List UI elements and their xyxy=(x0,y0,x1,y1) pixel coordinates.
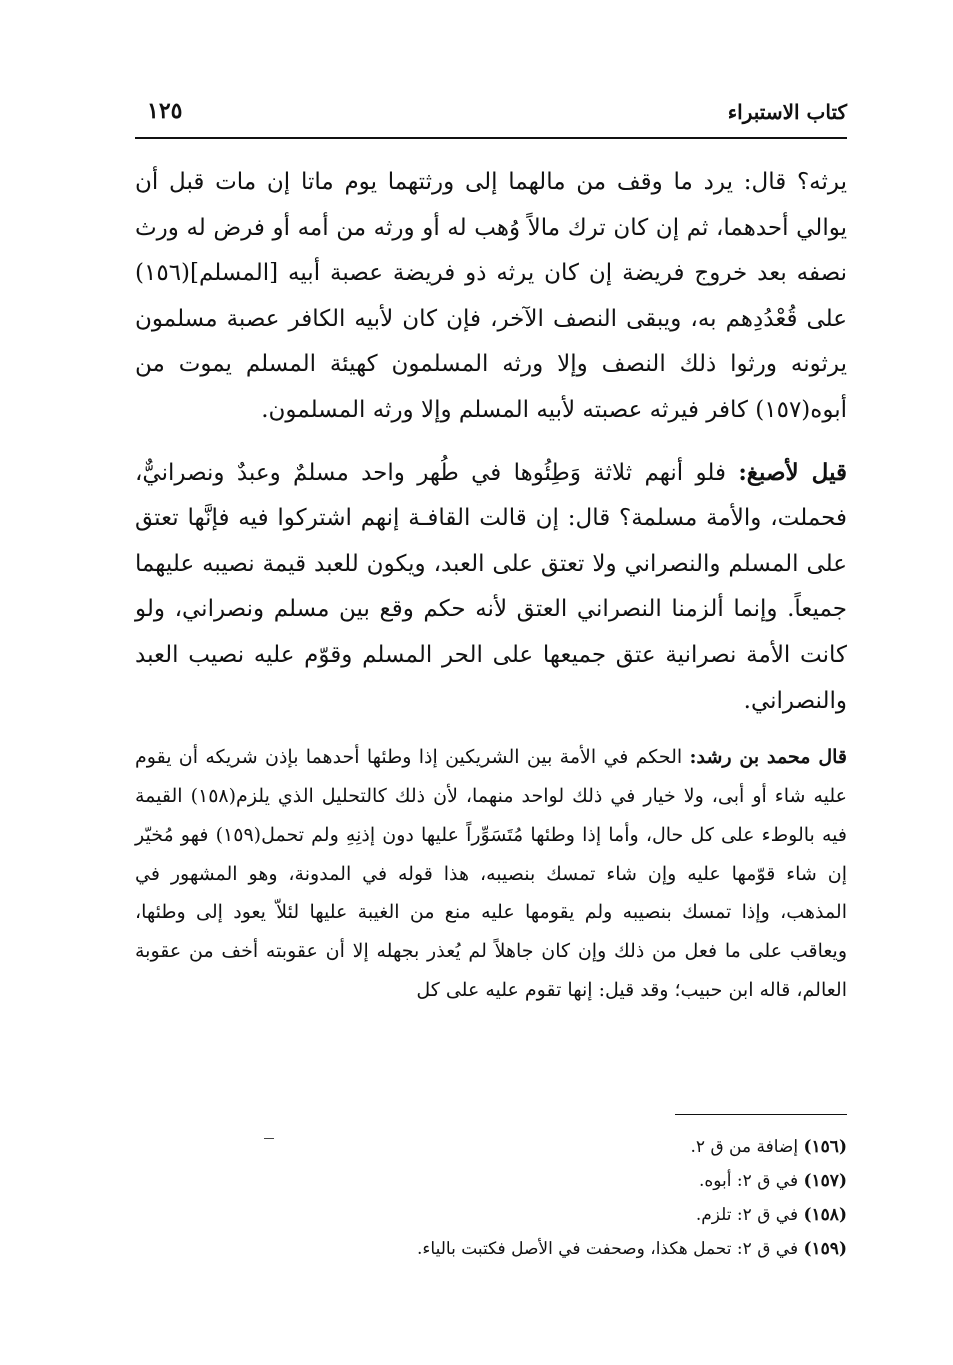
paragraph-3-text: الحكم في الأمة بين الشريكين إذا وطئها أحدهما بإذن شريكه أن يقوم عليه شاء أو أبى، ولا خيار في ذلك لواحد منهما، لأن ذلك كالتحليل الذي يلزم(١٥٨) القيمة فيه بالوطء على كل حال، وأما إذا وطئها مُتَسَوِّراً عليها دون إذنِهِ ولم تحمل(١٥٩) فهو مُخيّر إن شاء قوّمها عليه وإن شاء تمسك بنصيبه، هذا قوله في المدونة، وهو المشهور في المذهب، وإذا تمسك بنصيبه ولم يقومها عليه منع من الغيبة عليها لئلاّ يعود إلى وطئها، ويعاقب على ما فعل من ذلك وإن كان جاهلاً لم يُعذر بجهله إلا أن عقوبته أخف من عقوبة العالم، قاله ابن حبيب؛ وقد قيل: إنها تقوم عليه على كل xyxy=(135,746,847,1001)
footnote-number: (١٥٨) xyxy=(803,1205,847,1225)
footnote-separator xyxy=(675,1114,847,1115)
footnote-text: إضافة من ق ٢. xyxy=(690,1137,804,1157)
footnote-157 xyxy=(135,1164,847,1198)
page-body xyxy=(135,160,847,1010)
footnotes xyxy=(135,1130,847,1266)
paragraph-2-text: فلو أنهم ثلاثة وَطِئُوها في طُهر واحد مسلمٌ وعبدٌ ونصرانيٌّ، فحملت، والأمة مسلمة؟ قال: إن قالت القافـة إنهم اشتركوا فيه فإنَّها تعتق على المسلم والنصراني ولا تعتق على العبد، ويكون للعبد قيمة نصيبه عليهما جميعاً. وإنما ألزمنا النصراني العتق لأنه حكم وقع بين مسلم ونصراني، ولو كانت الأمة نصرانية عتق جميعها على الحر المسلم وقوّم عليه نصيب العبد والنصراني. xyxy=(135,459,847,714)
header-rule xyxy=(135,137,847,139)
footnote-number: (١٥٧) xyxy=(803,1171,847,1191)
paragraph-2 xyxy=(135,450,847,725)
page-header xyxy=(135,96,847,136)
footnote-text: في ق ٢: تلزم. xyxy=(695,1205,804,1225)
paragraph-3-label: قال محمد بن رشد: xyxy=(689,746,848,769)
page-number: ١٢٥ xyxy=(147,98,183,124)
footnote-156 xyxy=(135,1130,847,1164)
footnote-text: في ق ٢: تحمل هكذا، وصحفت في الأصل فكتبت بالياء. xyxy=(417,1239,804,1259)
paragraph-1: يرثه؟ قال: يرد ما وقف من مالهما إلى ورثتهما يوم ماتا إن مات قبل أن يوالي أحدهما، ثم إن كان ترك مالاً وُهب له أو ورثه من أمه أو فرض له ورث نصفه بعد خروج فريضة إن كان يرثه ذو فريضة عصبة أبيه [المسلم](١٥٦) على قُعْدُدِهم به، ويبقى النصف الآخر، فإن كان لأبيه الكافر عصبة مسلمون يرثونه ورثوا ذلك النصف وإلا ورثه المسلمون كهيئة المسلم يموت من أبوه(١٥٧) كافر فيرثه عصبته لأبيه المسلم وإلا ورثه المسلمون. xyxy=(135,169,847,423)
paragraph-3 xyxy=(135,738,847,1010)
footnote-number: (١٥٦) xyxy=(803,1137,847,1157)
footnote-number: (١٥٩) xyxy=(803,1239,847,1259)
running-title: كتاب الاستبراء xyxy=(727,100,847,124)
footnote-158 xyxy=(135,1198,847,1232)
footnote-159 xyxy=(135,1232,847,1266)
paragraph-2-label: قيل لأصبغ: xyxy=(738,458,848,486)
footnote-text: في ق ٢: أبوه. xyxy=(698,1171,804,1191)
